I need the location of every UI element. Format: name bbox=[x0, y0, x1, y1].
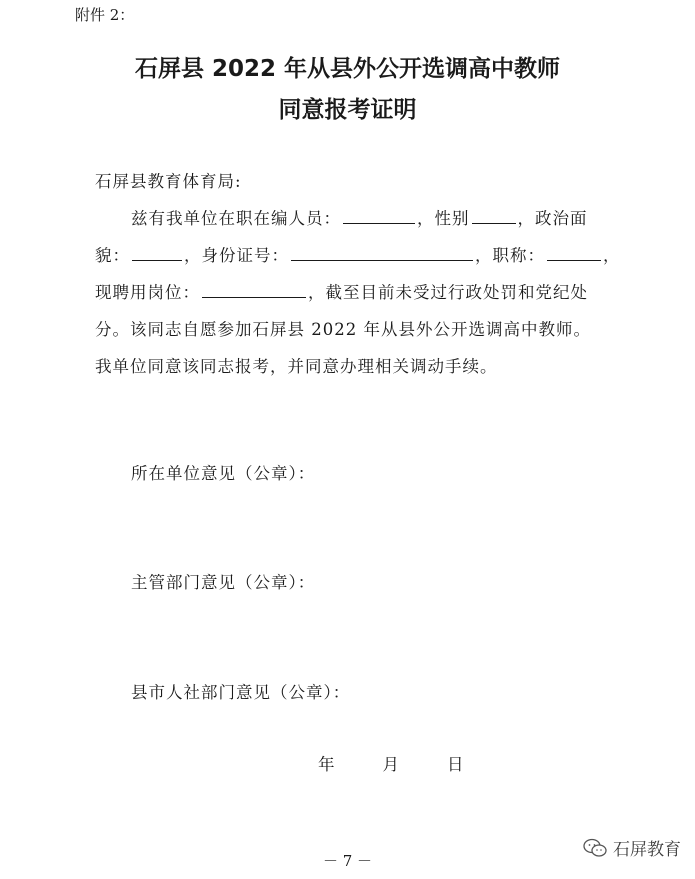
text-political-suffix: 貌： bbox=[95, 246, 130, 265]
watermark-text: 石屏教育 bbox=[613, 840, 681, 860]
text-post-label: 现聘用岗位： bbox=[95, 283, 200, 302]
text-comma: ， bbox=[603, 246, 621, 265]
gender-blank[interactable] bbox=[472, 207, 516, 224]
attachment-label: 附件 2： bbox=[75, 6, 135, 24]
paragraph-line-2 bbox=[95, 242, 621, 266]
paragraph-line-3 bbox=[95, 279, 588, 303]
post-blank[interactable] bbox=[202, 281, 306, 298]
text-title-label: ，职称： bbox=[475, 246, 545, 265]
text-staff-intro: 兹有我单位在职在编人员： bbox=[131, 209, 341, 228]
name-blank[interactable] bbox=[343, 207, 415, 224]
date-line bbox=[318, 751, 464, 775]
addressee: 石屏县教育体育局: bbox=[95, 172, 242, 191]
text-id-label: ，身份证号： bbox=[184, 246, 289, 265]
date-month: 月 bbox=[382, 755, 399, 774]
paragraph-line-1 bbox=[131, 205, 588, 229]
paragraph-line-4: 分。该同志自愿参加石屏县 2022 年从县外公开选调高中教师。 bbox=[95, 320, 591, 339]
id-number-blank[interactable] bbox=[291, 244, 473, 261]
text-gender-label: ，性别 bbox=[417, 209, 470, 228]
document-title: 石屏县 2022 年从县外公开选调高中教师 bbox=[134, 56, 561, 82]
job-title-blank[interactable] bbox=[547, 244, 601, 261]
date-year: 年 bbox=[318, 755, 335, 774]
supervisor-opinion-label: 主管部门意见（公章）： bbox=[131, 573, 316, 592]
political-status-blank[interactable] bbox=[132, 244, 182, 261]
text-political-label: ，政治面 bbox=[517, 209, 588, 228]
document-subtitle: 同意报考证明 bbox=[278, 97, 417, 123]
paragraph-line-5: 我单位同意该同志报考，并同意办理相关调动手续。 bbox=[95, 357, 498, 376]
unit-opinion-label: 所在单位意见（公章）： bbox=[131, 464, 316, 483]
date-day: 日 bbox=[447, 755, 464, 774]
page-number: － 7 － bbox=[322, 852, 373, 870]
text-no-penalty: ，截至目前未受过行政处罚和党纪处 bbox=[308, 283, 588, 302]
watermark bbox=[583, 835, 681, 860]
wechat-icon bbox=[583, 838, 607, 858]
hr-dept-opinion-label: 县市人社部门意见（公章）： bbox=[131, 683, 351, 702]
